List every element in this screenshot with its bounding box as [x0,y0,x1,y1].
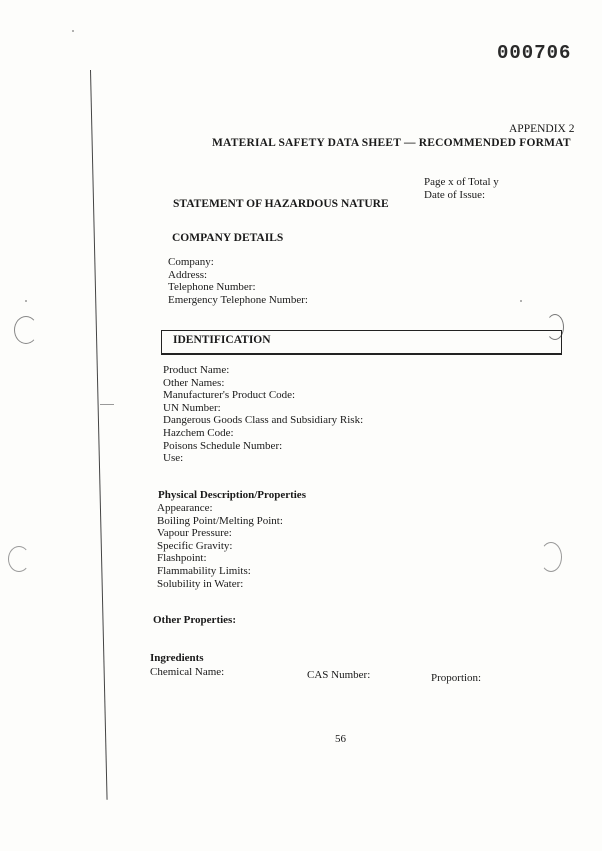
company-fields [168,256,308,306]
statement-heading: STATEMENT OF HAZARDOUS NATURE [173,198,389,210]
specific-gravity-field: Specific Gravity: [157,539,233,552]
scan-speck [100,404,114,405]
chemical-name-column: Chemical Name: [150,666,225,678]
page-title: MATERIAL SAFETY DATA SHEET — RECOMMENDED FORMAT [212,137,571,149]
flammability-field: Flammability Limits: [157,564,251,577]
product-code-field: Manufacturer's Product Code: [163,389,296,402]
un-number-field: UN Number: [163,401,221,414]
boiling-point-field: Boiling Point/Melting Point: [157,514,283,527]
dangerous-goods-field: Dangerous Goods Class and Subsidiary Risk: [163,414,364,427]
date-of-issue: Date of Issue: [424,189,486,201]
cas-number-column: CAS Number: [307,669,371,681]
telephone-field: Telephone Number: [168,281,256,294]
company-heading: COMPANY DETAILS [172,232,284,244]
use-field: Use: [163,452,184,465]
document-number: 000706 [497,42,572,64]
ingredients-heading: Ingredients [150,652,204,664]
identification-heading: IDENTIFICATION [173,334,271,346]
proportion-column: Proportion: [431,672,482,684]
company-field: Company: [168,256,214,268]
page-count: Page x of Total y [424,176,499,188]
scan-speck [72,30,74,32]
vapour-pressure-field: Vapour Pressure: [157,527,232,540]
solubility-field: Solubility in Water: [157,577,244,590]
margin-line [90,70,108,800]
punch-hole-mark [14,316,38,344]
scan-speck [25,300,27,302]
page-number: 56 [335,733,346,745]
punch-hole-mark [540,542,562,572]
identification-fields [163,364,363,465]
poisons-schedule-field: Poisons Schedule Number: [163,439,283,452]
other-properties-heading: Other Properties: [153,614,236,626]
hazchem-code-field: Hazchem Code: [163,426,234,439]
flashpoint-field: Flashpoint: [157,552,207,565]
physical-fields [157,502,283,590]
address-field: Address: [168,268,208,281]
appearance-field: Appearance: [157,502,213,514]
emergency-telephone-field: Emergency Telephone Number: [168,293,308,306]
scan-speck [520,300,522,302]
physical-properties-heading: Physical Description/Properties [158,489,306,501]
appendix-label: APPENDIX 2 [509,123,575,135]
punch-hole-mark [8,546,30,572]
product-name-field: Product Name: [163,364,230,376]
other-names-field: Other Names: [163,376,225,389]
page-info [424,176,499,202]
